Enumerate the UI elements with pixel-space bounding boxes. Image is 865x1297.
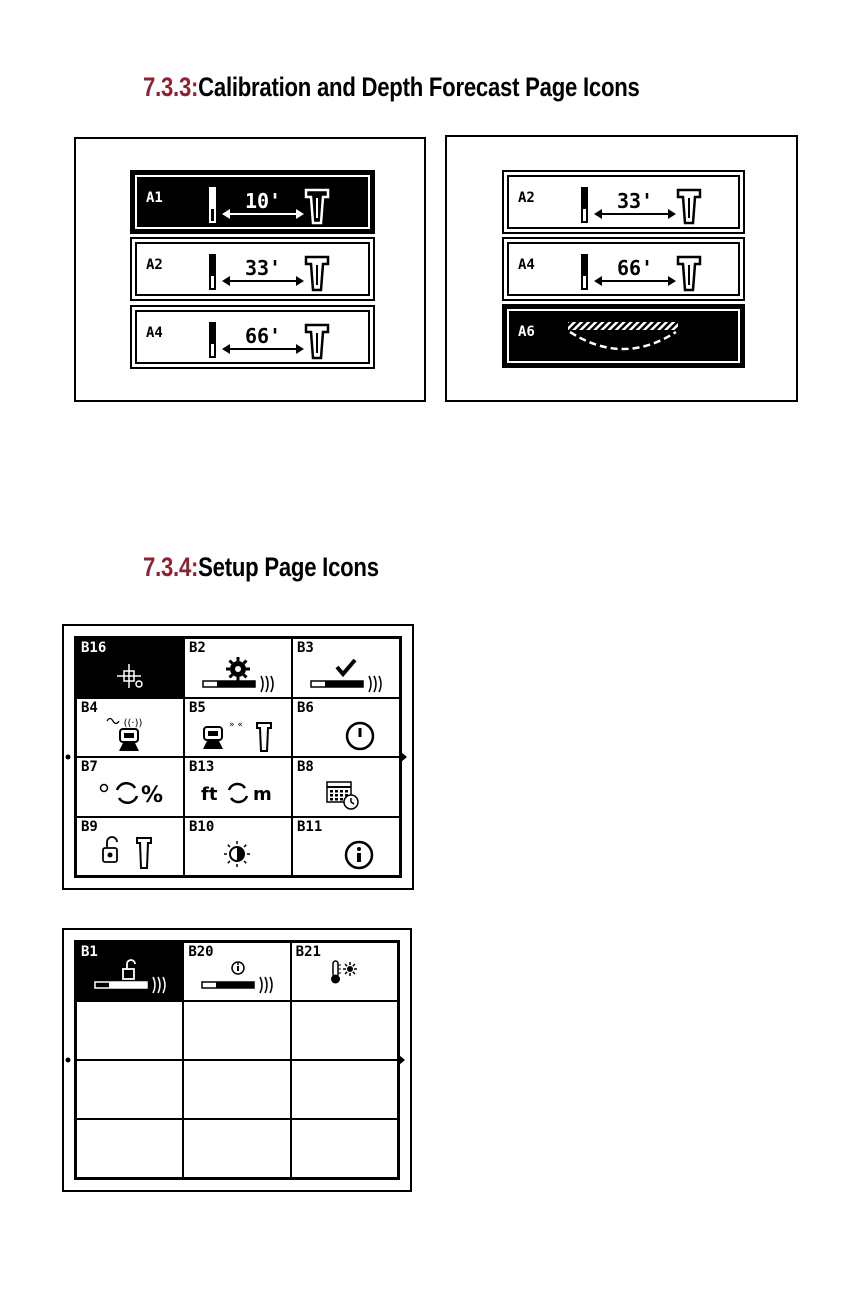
level-bar-icon xyxy=(581,187,588,223)
svg-text:ft: ft xyxy=(201,784,218,805)
cell-code: B1 xyxy=(81,944,98,960)
cell-code: B3 xyxy=(297,640,314,656)
distance-graphic xyxy=(132,172,377,236)
degree-percent-toggle-icon xyxy=(77,758,185,818)
crosshair-icon xyxy=(77,639,185,699)
cell-code: B20 xyxy=(188,944,214,960)
lock-locator-icon xyxy=(77,818,185,878)
check-signal-icon xyxy=(293,639,401,699)
section-heading-setup xyxy=(143,552,379,583)
setup-cell[interactable] xyxy=(184,817,292,877)
setup-cell[interactable] xyxy=(183,1119,290,1178)
cell-code: B10 xyxy=(189,818,215,835)
icon-grid xyxy=(74,636,402,878)
setup-cell[interactable] xyxy=(76,942,183,1001)
unlock-signal-icon xyxy=(77,943,184,1002)
section-number: 7.3.3: xyxy=(143,72,199,102)
setup-grid-page-1 xyxy=(62,624,414,890)
section-title: Setup Page Icons xyxy=(198,552,379,582)
calibration-row[interactable] xyxy=(130,305,375,369)
calendar-clock-icon xyxy=(293,758,401,818)
section-heading-calibration xyxy=(143,72,640,103)
svg-text:» «: » « xyxy=(229,719,243,730)
distance-label: 33' xyxy=(244,256,282,280)
setup-cell[interactable] xyxy=(292,698,400,758)
svg-text:((·)): ((·)) xyxy=(123,717,143,729)
distance-graphic xyxy=(504,239,749,303)
page-left-indicator-icon[interactable] xyxy=(65,1055,73,1065)
setup-cell[interactable] xyxy=(184,638,292,698)
distance-label: 10' xyxy=(244,189,282,213)
setup-cell[interactable] xyxy=(291,1060,398,1119)
setup-cell[interactable] xyxy=(291,942,398,1001)
level-bar-icon xyxy=(209,254,216,290)
calibration-panel-right xyxy=(445,135,798,402)
calibration-row[interactable] xyxy=(130,237,375,301)
distance-label: 66' xyxy=(244,324,282,348)
setup-cell[interactable] xyxy=(76,1060,183,1119)
cell-code: B11 xyxy=(297,818,323,835)
thermometer-sun-icon xyxy=(292,943,399,1002)
icon-grid xyxy=(74,940,400,1180)
setup-cell[interactable] xyxy=(184,757,292,817)
page-right-arrow-icon[interactable] xyxy=(400,752,408,762)
locator-icon xyxy=(678,257,700,290)
setup-cell[interactable] xyxy=(183,1060,290,1119)
calibration-row[interactable] xyxy=(502,170,745,234)
page-left-indicator-icon[interactable] xyxy=(65,752,73,762)
setup-cell[interactable] xyxy=(76,1119,183,1178)
monitor-wireless-icon xyxy=(77,699,185,759)
setup-cell[interactable] xyxy=(292,757,400,817)
section-number: 7.3.4: xyxy=(143,552,199,582)
setup-cell[interactable] xyxy=(183,942,290,1001)
distance-graphic xyxy=(132,239,377,303)
locator-icon xyxy=(678,190,700,223)
depth-forecast-arc-icon xyxy=(504,306,747,370)
gear-signal-icon xyxy=(185,639,293,699)
distance-label: 66' xyxy=(616,256,654,280)
setup-cell[interactable] xyxy=(292,638,400,698)
brightness-icon xyxy=(185,818,293,878)
distance-graphic xyxy=(504,172,749,236)
setup-cell[interactable] xyxy=(76,817,184,877)
calibration-row[interactable] xyxy=(502,304,745,368)
setup-cell[interactable] xyxy=(291,1119,398,1178)
cell-code: B21 xyxy=(295,944,321,960)
setup-cell[interactable] xyxy=(76,1001,183,1060)
row-code: A4 xyxy=(518,257,535,273)
monitor-locator-link-icon xyxy=(185,699,293,759)
locator-icon xyxy=(306,325,328,358)
cell-code: B2 xyxy=(189,640,206,656)
info-icon xyxy=(293,818,401,878)
cell-code: B6 xyxy=(297,699,314,716)
ft-m-toggle-icon xyxy=(185,758,293,818)
cell-code: B5 xyxy=(189,699,206,716)
calibration-row[interactable] xyxy=(130,170,375,234)
setup-cell[interactable] xyxy=(76,698,184,758)
setup-cell[interactable] xyxy=(292,817,400,877)
calibration-panel-left xyxy=(74,137,426,402)
row-code: A4 xyxy=(146,325,163,341)
row-code: A2 xyxy=(518,190,535,206)
cell-code: B9 xyxy=(81,818,98,835)
locator-icon xyxy=(306,190,328,223)
locator-icon xyxy=(306,257,328,290)
cell-code: B4 xyxy=(81,699,98,716)
setup-cell[interactable] xyxy=(183,1001,290,1060)
level-bar-icon xyxy=(209,187,216,223)
setup-cell[interactable] xyxy=(291,1001,398,1060)
row-code: A1 xyxy=(146,190,163,206)
setup-cell[interactable] xyxy=(76,757,184,817)
section-title: Calibration and Depth Forecast Page Icons xyxy=(198,72,640,102)
level-bar-icon xyxy=(209,322,216,358)
row-code: A6 xyxy=(518,324,535,340)
level-bar-icon xyxy=(581,254,588,290)
page-right-arrow-icon[interactable] xyxy=(398,1055,406,1065)
calibration-row[interactable] xyxy=(502,237,745,301)
svg-text:%: % xyxy=(141,783,164,808)
setup-cell[interactable] xyxy=(184,698,292,758)
setup-cell[interactable] xyxy=(76,638,184,698)
setup-grid-page-2 xyxy=(62,928,412,1192)
cell-code: B16 xyxy=(81,640,107,656)
distance-graphic xyxy=(132,307,377,371)
distance-label: 33' xyxy=(616,189,654,213)
cell-code: B8 xyxy=(297,759,314,775)
row-code: A2 xyxy=(146,257,163,273)
clock-icon xyxy=(293,699,401,759)
info-signal-icon xyxy=(184,943,291,1002)
svg-text:m: m xyxy=(253,784,272,805)
cell-code: B13 xyxy=(189,759,215,775)
cell-code: B7 xyxy=(81,759,98,775)
